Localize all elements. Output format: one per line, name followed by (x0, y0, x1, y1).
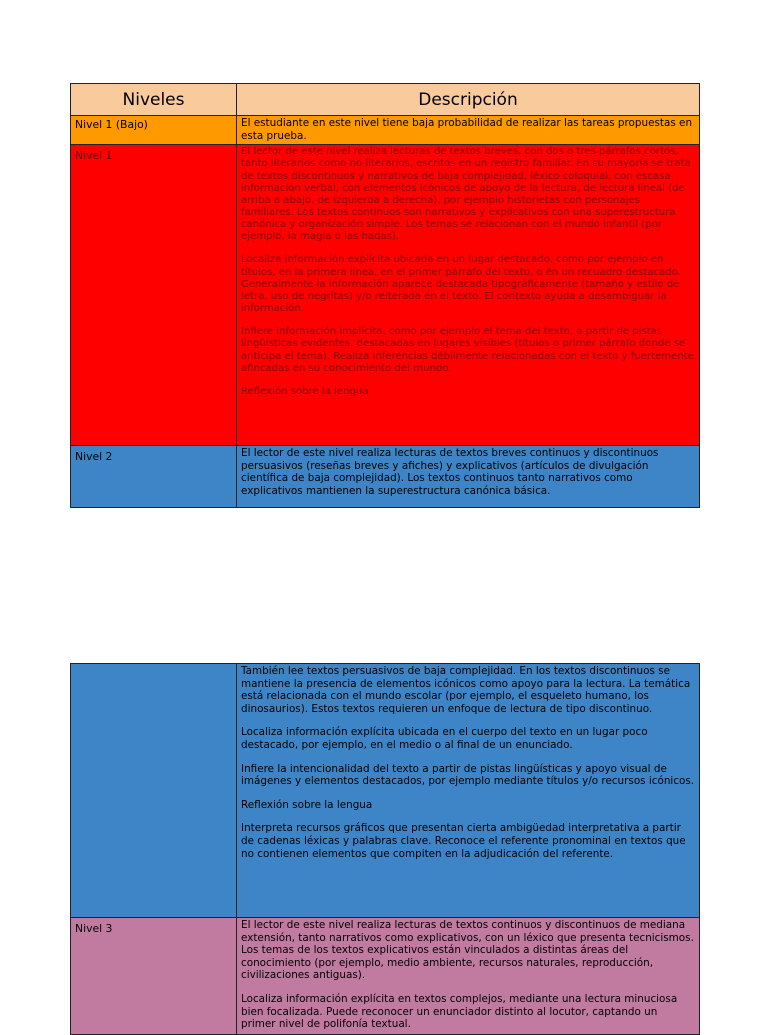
description-cell (237, 918, 700, 1035)
description-paragraph: También lee textos persuasivos de baja complejidad. En los textos discontinuos se mantiene la presencia de elementos icónicos como apoyo para la lectura. La temática está relacionada con el mundo escolar (por ejemplo, el esqueleto humano, los dinosaurios). Estos textos requieren un enfoque de lectura de tipo discontinuo. (241, 665, 691, 715)
levels-table (70, 83, 700, 508)
description-paragraph: Localiza información explícita en textos complejos, mediante una lectura minuciosa bien focalizada. Puede reconocer un enunciador distinto al locutor, captando un primer nivel de polifonía textual. (241, 992, 678, 1031)
level-cell: Nivel 2 (71, 446, 237, 508)
description-paragraph: Infiere la intencionalidad del texto a partir de pistas lingüísticas y apoyo visual de imágenes y elementos destacados, por ejemplo mediante títulos y/o recursos icónicos. (241, 762, 695, 788)
level-cell: Nivel 3 (71, 918, 237, 1035)
table-row (71, 116, 700, 145)
description-cell (237, 446, 700, 508)
description-paragraph: El lector de este nivel realiza lecturas de textos breves continuos y discontinuos persuasivos (reseñas breves y afiches) y explicativos (artículos de divulgación científica de baja complejidad). Los textos continuos tanto narrativos como explicativos mantienen la superestructura canónica básica. (241, 447, 659, 497)
description-paragraph: El lector de este nivel realiza lecturas de textos continuos y discontinuos de mediana extensión, tanto narrativos como explicativos, con un léxico que presenta tecnicismos. Los temas de los textos explicativos están vinculados a distintas áreas del conocimiento (por ejemplo, medio ambiente, recursos naturales, reproducción, civilizaciones antiguas). (241, 919, 694, 982)
level-cell (71, 664, 237, 918)
description-paragraph: El estudiante en este nivel tiene baja probabilidad de realizar las tareas propuestas en esta prueba. (241, 117, 693, 142)
description-cell (237, 664, 700, 918)
header-row (71, 84, 700, 116)
levels-table-continued (70, 663, 700, 1035)
description-paragraph: Reflexión sobre la lengua (241, 385, 369, 397)
level-cell: Nivel 1 (Bajo) (71, 116, 237, 145)
level-cell: Nivel 1 (71, 145, 237, 446)
table-row (71, 664, 700, 918)
description-paragraph: Interpreta recursos gráficos que presentan cierta ambigüedad interpretativa a partir de cadenas léxicas y palabras clave. Reconoce el referente pronominal en textos que no contienen elementos que compiten en la adjudicación del referente. (241, 822, 686, 860)
table-row (71, 446, 700, 508)
description-paragraph: Infiere información implícita, como por ejemplo el tema del texto, a partir de pistas lingüísticas evidentes, destacadas en lugares visibles (títulos o primer párrafo donde se anticipa el tema). Realiza inferencias débilmente relacionadas con el texto y fuertemente afincadas en su conocimiento del mundo. (241, 326, 694, 374)
description-paragraph: Localiza información explícita ubicada en el cuerpo del texto en un lugar poco destacado, por ejemplo, en el medio o al final de un enunciado. (241, 726, 648, 751)
table-row (71, 145, 700, 446)
description-cell (237, 145, 700, 446)
description-paragraph: El lector de este nivel realiza lecturas de textos breves, con dos o tres párrafos cortos, tanto literarios como no literarios, escritos en un registro familiar. En su mayoría se trata de textos discontinuos y narrativos de baja complejidad, léxico coloquial, con escasa información verbal, con elementos icónicos de apoyo de la lectura, de lectura lineal (de arriba a abajo, de izquierda a derecha), por ejemplo historietas con personajes familiares. Los textos continuos son narrativos y explicativos con una superestructura canónica y organización simple. Los temas se relacionan con el mundo infantil (por ejemplo, la magia o las hadas). (241, 146, 691, 243)
description-cell (237, 116, 700, 145)
description-paragraph: Localiza información explícita ubicada en un lugar destacado, como por ejemplo en títulos, en la primera línea, en el primer párrafo del texto, o en un recuadro destacado. Generalmente la información aparece destacada tipográficamente (tamaño y estilo de letra, uso de negritas) y/o reiterada en el texto. El contexto ayuda a desambiguar la información. (241, 254, 681, 315)
table-row (71, 918, 700, 1035)
header-levels: Niveles (71, 84, 237, 116)
description-paragraph: Reflexión sobre la lengua (241, 798, 373, 811)
header-description: Descripción (237, 84, 700, 116)
